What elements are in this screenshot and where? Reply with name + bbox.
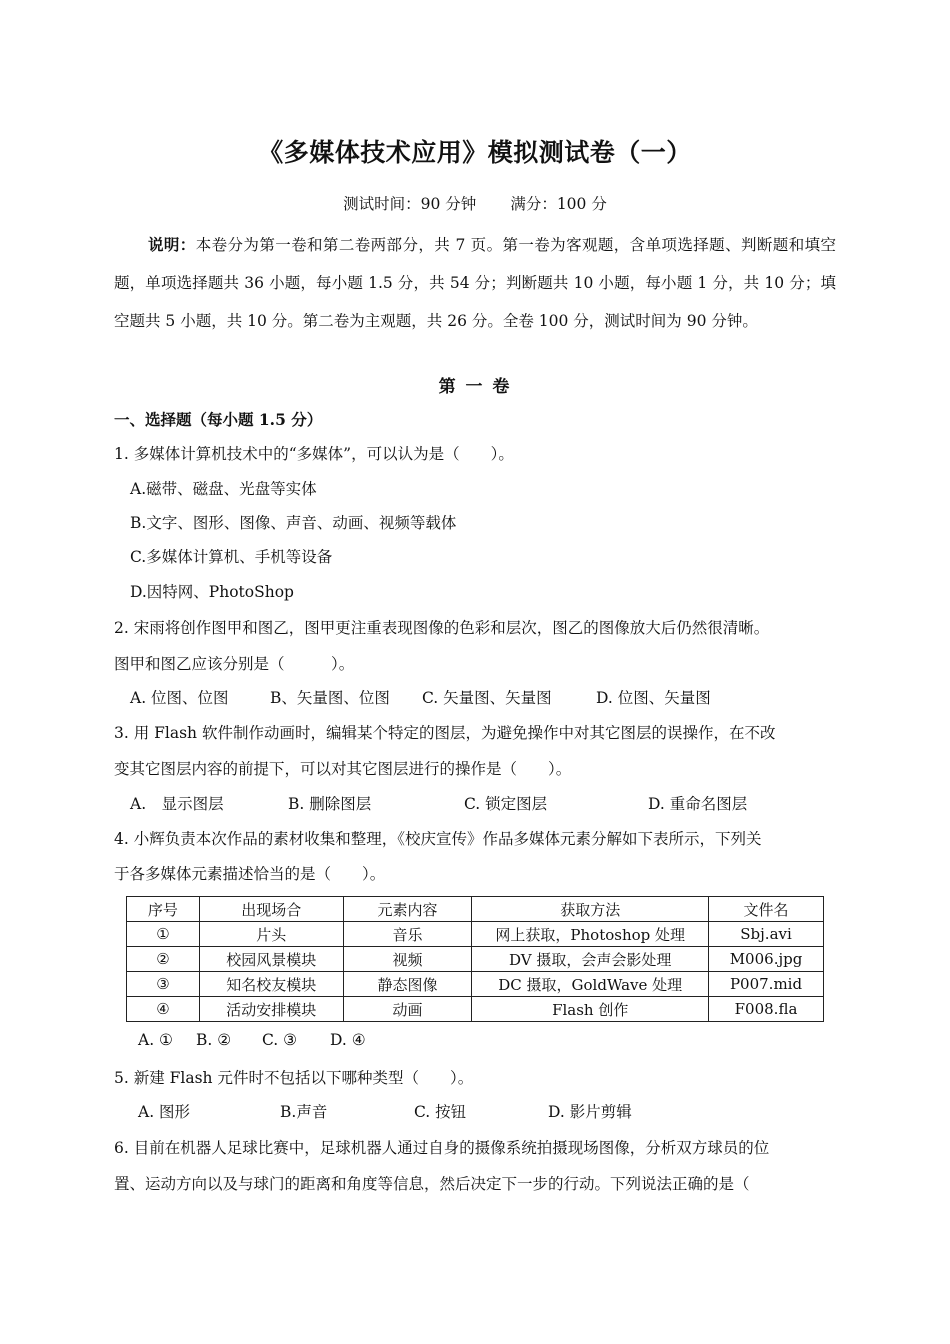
question-1-option-b: B.文字、图形、图像、声音、动画、视频等载体 (130, 514, 457, 532)
table-row (127, 947, 824, 972)
question-4-option-d: D. ④ (330, 1031, 366, 1049)
table-cell: 动画 (343, 997, 472, 1022)
exam-time: 测试时间：90 分钟 (343, 195, 477, 213)
question-3-option-a: A. 显示图层 (130, 795, 224, 813)
question-3-option-b: B. 删除图层 (288, 795, 372, 813)
table-header-row (127, 897, 824, 922)
exam-info (0, 192, 950, 214)
question-2-options (130, 686, 711, 708)
question-1-option-d: D.因特网、PhotoShop (130, 583, 294, 601)
question-2-stem-line-2: 图甲和图乙应该分别是（ ）。 (114, 655, 355, 673)
question-5-option-d: D. 影片剪辑 (548, 1103, 632, 1121)
multimedia-elements-table (126, 896, 824, 1022)
table-cell: DC 摄取，GoldWave 处理 (472, 972, 709, 997)
question-2-stem-line-1: 2. 宋雨将创作图甲和图乙，图甲更注重表现图像的色彩和层次，图乙的图像放大后仍然很清晰。 (114, 619, 770, 637)
question-3-option-d: D. 重命名图层 (648, 795, 748, 813)
instructions-label: 说明： (148, 235, 196, 254)
table-header: 出现场合 (199, 897, 343, 922)
table-row (127, 922, 824, 947)
table-row (127, 972, 824, 997)
question-3-options (130, 792, 747, 814)
question-3-option-c: C. 锁定图层 (464, 795, 548, 813)
question-2-option-b: B、矢量图、位图 (270, 689, 390, 707)
table-header: 元素内容 (343, 897, 472, 922)
table-cell: 音乐 (343, 922, 472, 947)
question-5-options (138, 1100, 632, 1122)
table-cell: P007.mid (709, 972, 824, 997)
table-cell: ① (127, 922, 200, 947)
table-cell: M006.jpg (709, 947, 824, 972)
table-row (127, 997, 824, 1022)
question-6-stem-line-1: 6. 目前在机器人足球比赛中，足球机器人通过自身的摄像系统拍摄现场图像，分析双方球员的位 (114, 1139, 770, 1157)
question-4-stem-line-2: 于各多媒体元素描述恰当的是（ ）。 (114, 865, 386, 883)
question-5-option-c: C. 按钮 (414, 1103, 467, 1121)
question-2-option-d: D. 位图、矢量图 (596, 689, 711, 707)
table-header: 获取方法 (472, 897, 709, 922)
question-3-stem-line-1: 3. 用 Flash 软件制作动画时，编辑某个特定的图层，为避免操作中对其它图层的误操作，在不改 (114, 724, 776, 742)
table-cell: 校园风景模块 (199, 947, 343, 972)
table-cell: ③ (127, 972, 200, 997)
question-1-option-c: C.多媒体计算机、手机等设备 (130, 548, 333, 566)
page-title: 《多媒体技术应用》模拟测试卷（一） (258, 138, 692, 167)
instructions (114, 226, 836, 340)
table-cell: 网上获取，Photoshop 处理 (472, 922, 709, 947)
question-1-option-a: A.磁带、磁盘、光盘等实体 (130, 480, 317, 498)
table-cell: 片头 (199, 922, 343, 947)
question-5-option-a: A. 图形 (138, 1103, 191, 1121)
question-4-options (138, 1031, 366, 1049)
table-cell: ② (127, 947, 200, 972)
table-cell: DV 摄取，会声会影处理 (472, 947, 709, 972)
table-cell: Flash 创作 (472, 997, 709, 1022)
table-cell: 知名校友模块 (199, 972, 343, 997)
table-header: 序号 (127, 897, 200, 922)
question-5-option-b: B.声音 (280, 1103, 328, 1121)
section-title: 一、选择题（每小题 1.5 分） (114, 410, 323, 429)
question-1-stem: 1. 多媒体计算机技术中的“多媒体”，可以认为是（ ）。 (114, 445, 514, 463)
question-4-option-b: B. ② (196, 1031, 232, 1049)
volume-title: 第 一 卷 (438, 377, 512, 397)
question-5-stem: 5. 新建 Flash 元件时不包括以下哪种类型（ ）。 (114, 1069, 474, 1087)
table-cell: ④ (127, 997, 200, 1022)
question-6-stem-line-2: 置、运动方向以及与球门的距离和角度等信息，然后决定下一步的行动。下列说法正确的是（ (114, 1175, 750, 1193)
table-header: 文件名 (709, 897, 824, 922)
question-4-option-c: C. ③ (262, 1031, 298, 1049)
instructions-text: 本卷分为第一卷和第二卷两部分，共 7 页。第一卷为客观题，含单项选择题、判断题和填空题，单项选择题共 36 小题，每小题 1.5 分，共 54 分；判断题共 10 小题，每小题 1 分，共 10 分；填空题共 5 小题，共 10 分。第二卷为主观题，共 26 分。全卷 100 分，测试时间为 90 分钟。 (114, 236, 836, 330)
question-2-option-a: A. 位图、位图 (130, 689, 229, 707)
table-cell: Sbj.avi (709, 922, 824, 947)
question-2-option-c: C. 矢量图、矢量图 (422, 689, 552, 707)
question-3-stem-line-2: 变其它图层内容的前提下，可以对其它图层进行的操作是（ ）。 (114, 760, 572, 778)
question-4-option-a: A. ① (138, 1031, 173, 1049)
table-cell: 活动安排模块 (199, 997, 343, 1022)
table-cell: 静态图像 (343, 972, 472, 997)
table-cell: 视频 (343, 947, 472, 972)
table-cell: F008.fla (709, 997, 824, 1022)
question-4-stem-line-1: 4. 小辉负责本次作品的素材收集和整理，《校庆宣传》作品多媒体元素分解如下表所示，下列关 (114, 830, 762, 848)
exam-score: 满分：100 分 (510, 195, 607, 213)
